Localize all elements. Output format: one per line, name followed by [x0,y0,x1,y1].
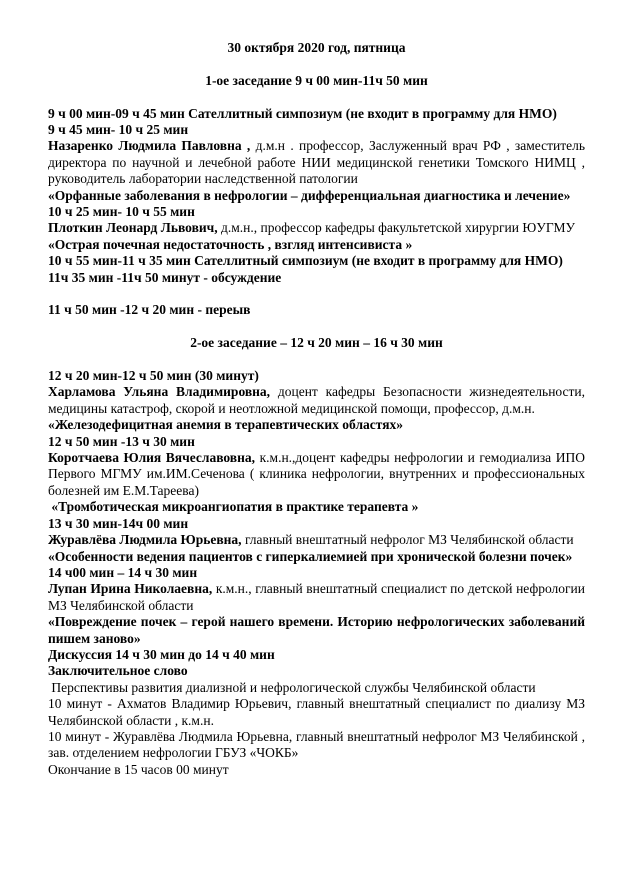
session1-discussion-line: 11ч 35 мин -11ч 50 минут - обсуждение [48,269,282,285]
session1-satellite-symposium-1: 9 ч 00 мин-09 ч 45 мин Сателлитный симпозиум (не входит в программу для НМО) [48,105,557,121]
session1-satellite-symposium-2: 10 ч 55 мин-11 ч 35 мин Сателлитный симпозиум (не входит в программу для НМО) [48,253,563,269]
session1-talk-title-1: «Орфанные заболевания в нефрологии – дифференциальная диагностика и лечение» [48,187,571,203]
blank-line [48,319,585,335]
session2-speaker-3 [48,532,585,548]
speaker-name: Плоткин Леонард Львович, [48,220,218,236]
session2-talk-title-3: «Особенности ведения пациентов с гиперкалиемией при хронической болезни почек» [48,548,573,564]
break-line: 11 ч 50 мин -12 ч 20 мин - переыв [48,302,251,318]
session2-talk-title-4: «Повреждение почек – герой нашего времени. Историю нефрологических заболеваний пишем заново» [48,614,585,646]
speaker-name: Харламова Ульяна Владимировна, [48,384,271,400]
session2-heading: 2-ое заседание – 12 ч 20 мин – 16 ч 30 мин [190,335,443,351]
session2-time-slot-1: 12 ч 20 мин-12 ч 50 мин (30 минут) [48,368,259,384]
session1-speaker-1 [48,138,585,187]
blank-line [48,89,585,105]
session2-time-slot-4: 14 ч00 мин – 14 ч 30 мин [48,564,198,580]
session1-speaker-2 [48,220,585,236]
speaker-credentials: д.м.н., профессор кафедры факультетской хирургии ЮУГМУ [217,220,576,236]
session2-speaker-1 [48,384,585,417]
date-heading: 30 октября 2020 год, пятница [227,40,406,55]
session2-speaker-2 [48,450,585,499]
ending-note: Окончание в 15 часов 00 минут [48,761,229,777]
session2-discussion-line: Дискуссия 14 ч 30 мин до 14 ч 40 мин [48,646,275,662]
speaker-name: Коротчаева Юлия Вячеславовна, [48,450,256,466]
closing-remarks-item-2: 10 минут - Журавлёва Людмила Юрьевна, главный внештатный нефролог МЗ Челябинской , зав. отделением нефрологии ГБУЗ «ЧОКБ» [48,728,585,761]
speaker-name: Назаренко Людмила Павловна , [48,138,251,154]
blank-line [48,56,585,72]
session1-time-slot-1: 9 ч 45 мин- 10 ч 25 мин [48,122,189,137]
session2-talk-title-1: «Железодефицитная анемия в терапевтических областях» [48,417,404,433]
session2-time-slot-3: 13 ч 30 мин-14ч 00 мин [48,515,189,531]
speaker-name: Журавлёва Людмила Юрьевна, [48,532,242,548]
speaker-credentials: главный внештатный нефролог МЗ Челябинской области [241,532,574,548]
blank-line [48,286,585,302]
speaker-credentials: доцент кафедры Безопасности жизнедеятельности, медицины катастроф, скорой и неотложной медицинской помощи, профессор, д.м.н. [48,384,585,416]
session1-heading: 1-ое заседание 9 ч 00 мин-11ч 50 мин [205,72,428,88]
speaker-name: Лупан Ирина Николаевна, [48,581,213,597]
speaker-credentials: к.м.н., главный внештатный специалист по детской нефрологии МЗ Челябинской области [48,581,586,613]
session2-time-slot-2: 12 ч 50 мин -13 ч 30 мин [48,433,195,449]
session2-speaker-4 [48,581,585,614]
closing-remarks-item-1: 10 минут - Ахматов Владимир Юрьевич, главный внештатный специалист по диализу МЗ Челябинской области , к.м.н. [48,696,585,728]
closing-remarks-title: Заключительное слово [48,663,188,679]
session2-talk-title-2: «Тромботическая микроангиопатия в практике терапевта » [48,499,419,515]
closing-remarks-intro: Перспективы развития диализной и нефрологической службы Челябинской области [48,679,536,695]
blank-line [48,352,585,368]
speaker-credentials: к.м.н.,доцент кафедры нефрологии и гемодиализа ИПО Первого МГМУ им.ИМ.Сеченова ( клиника нефрологии, внутренних и профессиональных болезней им Е.М.Тареева) [48,450,585,498]
session1-time-slot-2: 10 ч 25 мин- 10 ч 55 мин [48,204,195,220]
session1-talk-title-2: «Острая почечная недостаточность , взгляд интенсивиста » [48,236,413,252]
speaker-credentials: д.м.н . профессор, Заслуженный врач РФ , заместитель директора по научной и лечебной работе НИИ медицинской генетики Томского НИМЦ , руководитель лаборатории наследственной патологии [48,138,585,187]
